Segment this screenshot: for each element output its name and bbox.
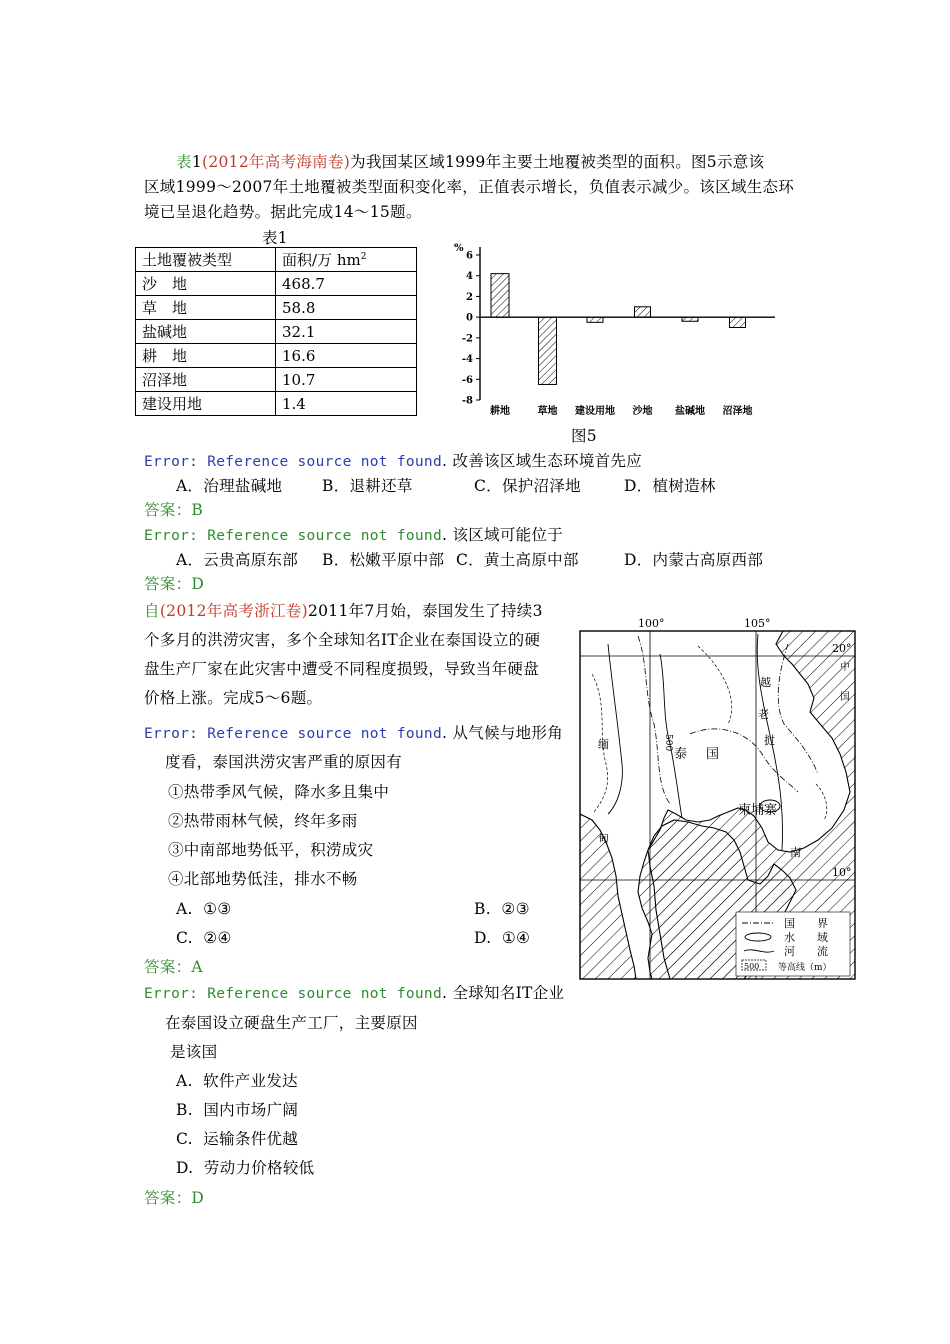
- q1-intro-line2: 区域1999～2007年土地覆被类型面积变化率，正值表示增长，负值表示减少。该区域生态环: [144, 178, 795, 196]
- x-tick-label: 沼泽地: [722, 406, 753, 417]
- area-cell: 468.7: [276, 272, 417, 296]
- land-type-cell: 盐碱地: [136, 320, 276, 344]
- label-myanmar-2: 甸: [598, 832, 609, 845]
- q15-option-c[interactable]: C．黄土高原中部: [456, 551, 579, 569]
- q5-item-2: ②热带雨林气候，终年多雨: [168, 812, 358, 830]
- lat-label-10: 10°: [832, 866, 852, 879]
- land-type-cell: 沙 地: [136, 272, 276, 296]
- x-tick-label: 草地: [537, 406, 558, 417]
- x-tick-label: 沙地: [632, 406, 653, 417]
- q6-option-c[interactable]: C. 运输条件优越: [176, 1130, 299, 1148]
- land-type-cell: 建设用地: [136, 392, 276, 416]
- lon-label-100: 100°: [638, 617, 665, 630]
- land-change-bar-chart: [440, 238, 785, 428]
- q14-option-d[interactable]: D．植树造林: [624, 477, 716, 495]
- y-tick-label: 0: [466, 312, 473, 324]
- table-header-row: [136, 248, 417, 272]
- label-laos-1: 老: [758, 708, 769, 721]
- thailand-map: [578, 614, 860, 982]
- table-row: [136, 392, 417, 416]
- lat-label-20: 20°: [832, 642, 852, 655]
- legend-contour-label: 等高线（m）: [778, 963, 832, 973]
- q14-option-c[interactable]: C．保护沼泽地: [474, 477, 581, 495]
- y-tick-label: -8: [461, 395, 473, 407]
- header-cell: 土地覆被类型: [136, 248, 276, 272]
- q6-stem-2: 在泰国设立硬盘生产工厂，主要原因: [165, 1014, 418, 1032]
- label-thailand-1: 泰: [674, 747, 688, 762]
- q5-item-1: ①热带季风气候，降水多且集中: [168, 783, 390, 801]
- q1-intro-line3: 境已呈退化趋势。据此完成14～15题。: [144, 203, 422, 221]
- legend-water-label: 水 域: [784, 931, 828, 944]
- legend-river-label: 河 流: [784, 945, 828, 958]
- q5-answer: 答案：A: [144, 958, 203, 976]
- q14-stem: Error: Reference source not found. 改善该区域生态环境首先应: [144, 452, 643, 470]
- land-type-cell: 沼泽地: [136, 368, 276, 392]
- q5-item-4: ④北部地势低洼，排水不畅: [168, 870, 358, 888]
- y-axis-label: %: [454, 243, 464, 254]
- y-tick-label: 2: [466, 291, 473, 303]
- y-tick-label: -2: [461, 333, 473, 345]
- q15-option-b[interactable]: B．松嫩平原中部: [322, 551, 445, 569]
- q5-stem-2: 度看，泰国洪涝灾害严重的原因有: [165, 753, 403, 771]
- q14-option-b[interactable]: B．退耕还草: [322, 477, 413, 495]
- bar-草地: [539, 317, 557, 384]
- lon-label-105: 105°: [744, 617, 771, 630]
- legend-border-label: 国 界: [784, 917, 828, 930]
- bar-建设用地: [587, 317, 603, 322]
- label-laos-2: 挝: [764, 734, 775, 747]
- y-tick-label: 6: [466, 250, 473, 262]
- y-tick-label: 4: [466, 271, 473, 283]
- area-cell: 1.4: [276, 392, 417, 416]
- q6-option-b[interactable]: B. 国内市场广阔: [176, 1101, 299, 1119]
- land-type-cell: 草 地: [136, 296, 276, 320]
- area-cell: 32.1: [276, 320, 417, 344]
- header-cell: 面积/万 $hm^2$: [276, 248, 417, 272]
- bar-耕地: [491, 274, 509, 318]
- q5-option-c[interactable]: C. ②④: [176, 929, 232, 947]
- area-cell: 16.6: [276, 344, 417, 368]
- bar-盐碱地: [682, 317, 698, 321]
- q15-option-a[interactable]: A．云贵高原东部: [176, 551, 299, 569]
- q6-option-a[interactable]: A. 软件产业发达: [176, 1072, 298, 1090]
- label-china-2: 国: [840, 692, 850, 703]
- bar-沼泽地: [730, 317, 746, 327]
- q15-stem: Error: Reference source not found. 该区域可能位于: [144, 526, 564, 544]
- land-type-cell: 耕 地: [136, 344, 276, 368]
- x-tick-label: 耕地: [490, 406, 510, 417]
- table-row: [136, 296, 417, 320]
- area-cell: 58.8: [276, 296, 417, 320]
- label-cambodia: 柬埔寨: [738, 803, 778, 818]
- q5-option-b[interactable]: B. ②③: [474, 900, 530, 918]
- table-caption: 表1: [262, 229, 288, 247]
- y-tick-label: -6: [461, 374, 473, 386]
- x-tick-label: 建设用地: [575, 406, 615, 417]
- chart-title: 图5: [571, 427, 597, 445]
- map-legend: [736, 912, 850, 976]
- q5-item-3: ③中南部地势低平，积涝成灾: [168, 841, 374, 859]
- legend-contour-value: 500: [744, 962, 760, 971]
- table-row: [136, 368, 417, 392]
- table-row: [136, 272, 417, 296]
- label-vietnam-1: 越: [760, 676, 771, 689]
- label-vietnam-2: 南: [790, 846, 801, 859]
- q14-option-a[interactable]: A．治理盐碱地: [176, 477, 283, 495]
- q15-answer: 答案：D: [144, 575, 205, 593]
- q6-stem: Error: Reference source not found. 全球知名IT企业: [144, 984, 565, 1002]
- x-tick-label: 盐碱地: [675, 406, 705, 417]
- q1-intro-line1: 表1(2012年高考海南卷)为我国某区域1999年主要土地覆被类型的面积。图5示意该: [176, 153, 765, 171]
- q14-answer: 答案：B: [144, 501, 204, 519]
- q5-option-a[interactable]: A. ①③: [176, 900, 232, 918]
- bar-沙地: [635, 307, 651, 317]
- q6-stem-3: 是该国: [170, 1043, 218, 1061]
- q2-intro: 自(2012年高考浙江卷)2011年7月始，泰国发生了持续3 个多月的洪涝灾害，多个全球知名IT企业在泰国设立的硬 盘生产厂家在此灾害中遭受不同程度损毁，导致当年硬盘 价格上涨。完成5～6题。: [144, 602, 543, 707]
- table-row: [136, 320, 417, 344]
- label-myanmar-1: 缅: [598, 738, 609, 751]
- q15-option-d[interactable]: D．内蒙古高原西部: [624, 551, 764, 569]
- y-tick-label: -4: [461, 354, 473, 366]
- q5-option-d[interactable]: D. ①④: [474, 929, 531, 947]
- q6-option-d[interactable]: D. 劳动力价格较低: [176, 1159, 315, 1177]
- contour-label: 500: [663, 734, 673, 752]
- q5-stem: Error: Reference source not found. 从气候与地形角: [144, 724, 564, 742]
- q6-answer: 答案：D: [144, 1189, 205, 1207]
- label-china-1: 中: [840, 662, 850, 673]
- area-cell: 10.7: [276, 368, 417, 392]
- land-cover-table: [135, 247, 417, 416]
- table-row: [136, 344, 417, 368]
- label-thailand-2: 国: [706, 747, 720, 762]
